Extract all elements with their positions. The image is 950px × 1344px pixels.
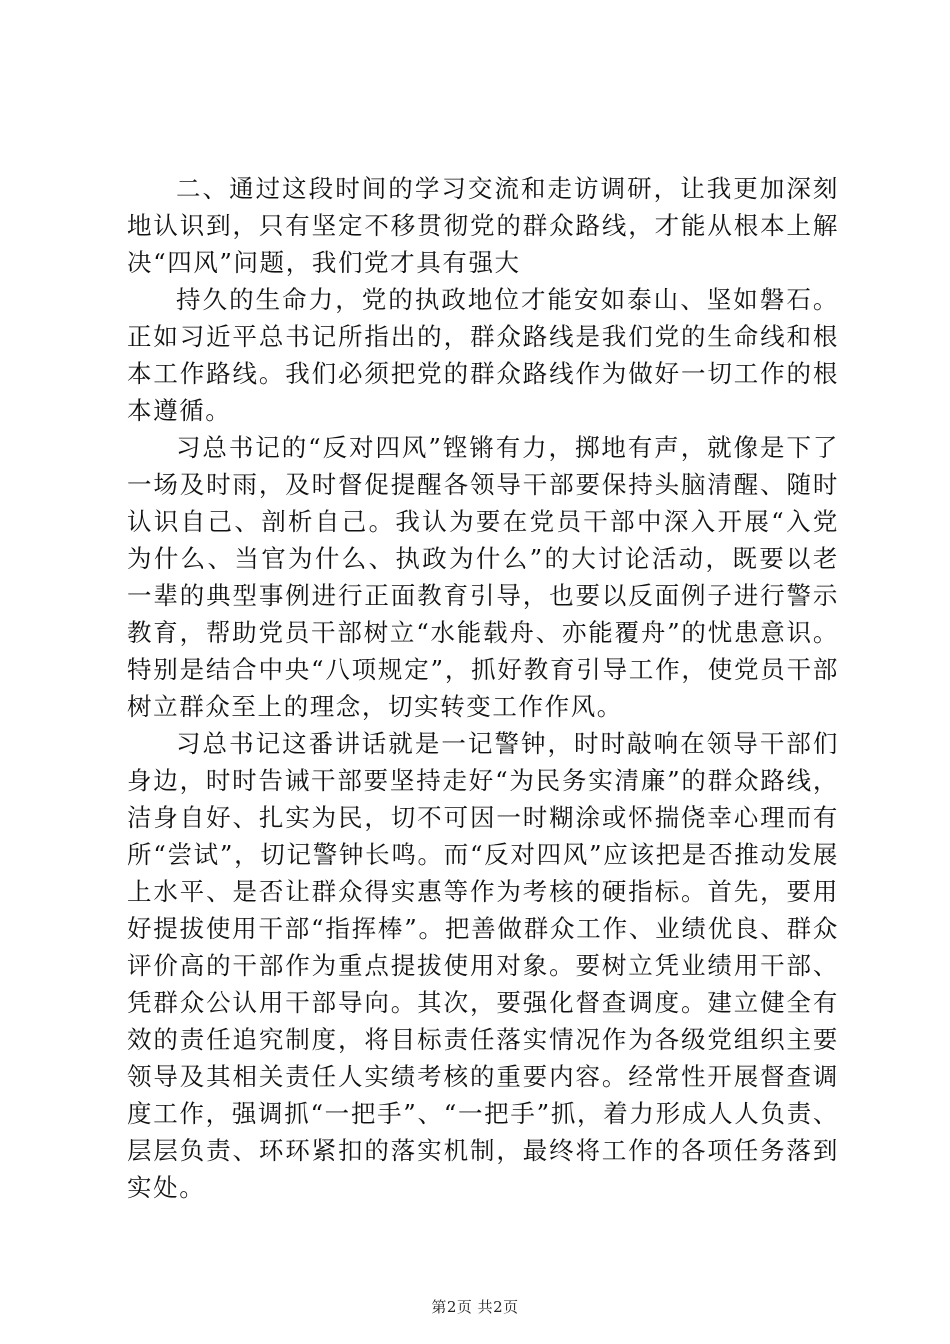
paragraph-4: 习总书记这番讲话就是一记警钟，时时敲响在领导干部们身边，时时告诫干部要坚持走好“为民务实清廉”的群众路线，洁身自好、扎实为民，切不可因一时糊涂或怀揣侥幸心理而有所“尝试”，切记警钟长鸣。而“反对四风”应该把是否推动发展上水平、是否让群众得实惠等作为考核的硬指标。首先，要用好提拔使用干部“指挥棒”。把善做群众工作、业绩优良、群众评价高的干部作为重点提拔使用对象。要树立凭业绩用干部、凭群众公认用干部导向。其次，要强化督查调度。建立健全有效的责任追究制度，将目标责任落实情况作为各级党组织主要领导及其相关责任人实绩考核的重要内容。经常性开展督查调度工作，强调抓“一把手”、“一把手”抓，着力形成人人负责、层层负责、环环紧扣的落实机制，最终将工作的各项任务落到实处。 [127, 729, 839, 1202]
page-footer: 第2页 共2页 [431, 1298, 519, 1316]
document-body [127, 170, 839, 1206]
paragraph-1: 二、通过这段时间的学习交流和走访调研，让我更加深刻地认识到，只有坚定不移贯彻党的群众路线，才能从根本上解决“四风”问题，我们党才具有强大 [127, 174, 839, 277]
paragraph-3: 习总书记的“反对四风”铿锵有力，掷地有声，就像是下了一场及时雨，及时督促提醒各领导干部要保持头脑清醒、随时认识自己、剖析自己。我认为要在党员干部中深入开展“入党为什么、当官为什么、执政为什么”的大讨论活动，既要以老一辈的典型事例进行正面教育引导，也要以反面例子进行警示教育，帮助党员干部树立“水能载舟、亦能覆舟”的忧患意识。特别是结合中央“八项规定”，抓好教育引导工作，使党员干部树立群众至上的理念，切实转变工作作风。 [127, 433, 839, 721]
paragraph-2: 持久的生命力，党的执政地位才能安如泰山、坚如磐石。正如习近平总书记所指出的，群众路线是我们党的生命线和根本工作路线。我们必须把党的群众路线作为做好一切工作的根本遵循。 [127, 285, 839, 425]
